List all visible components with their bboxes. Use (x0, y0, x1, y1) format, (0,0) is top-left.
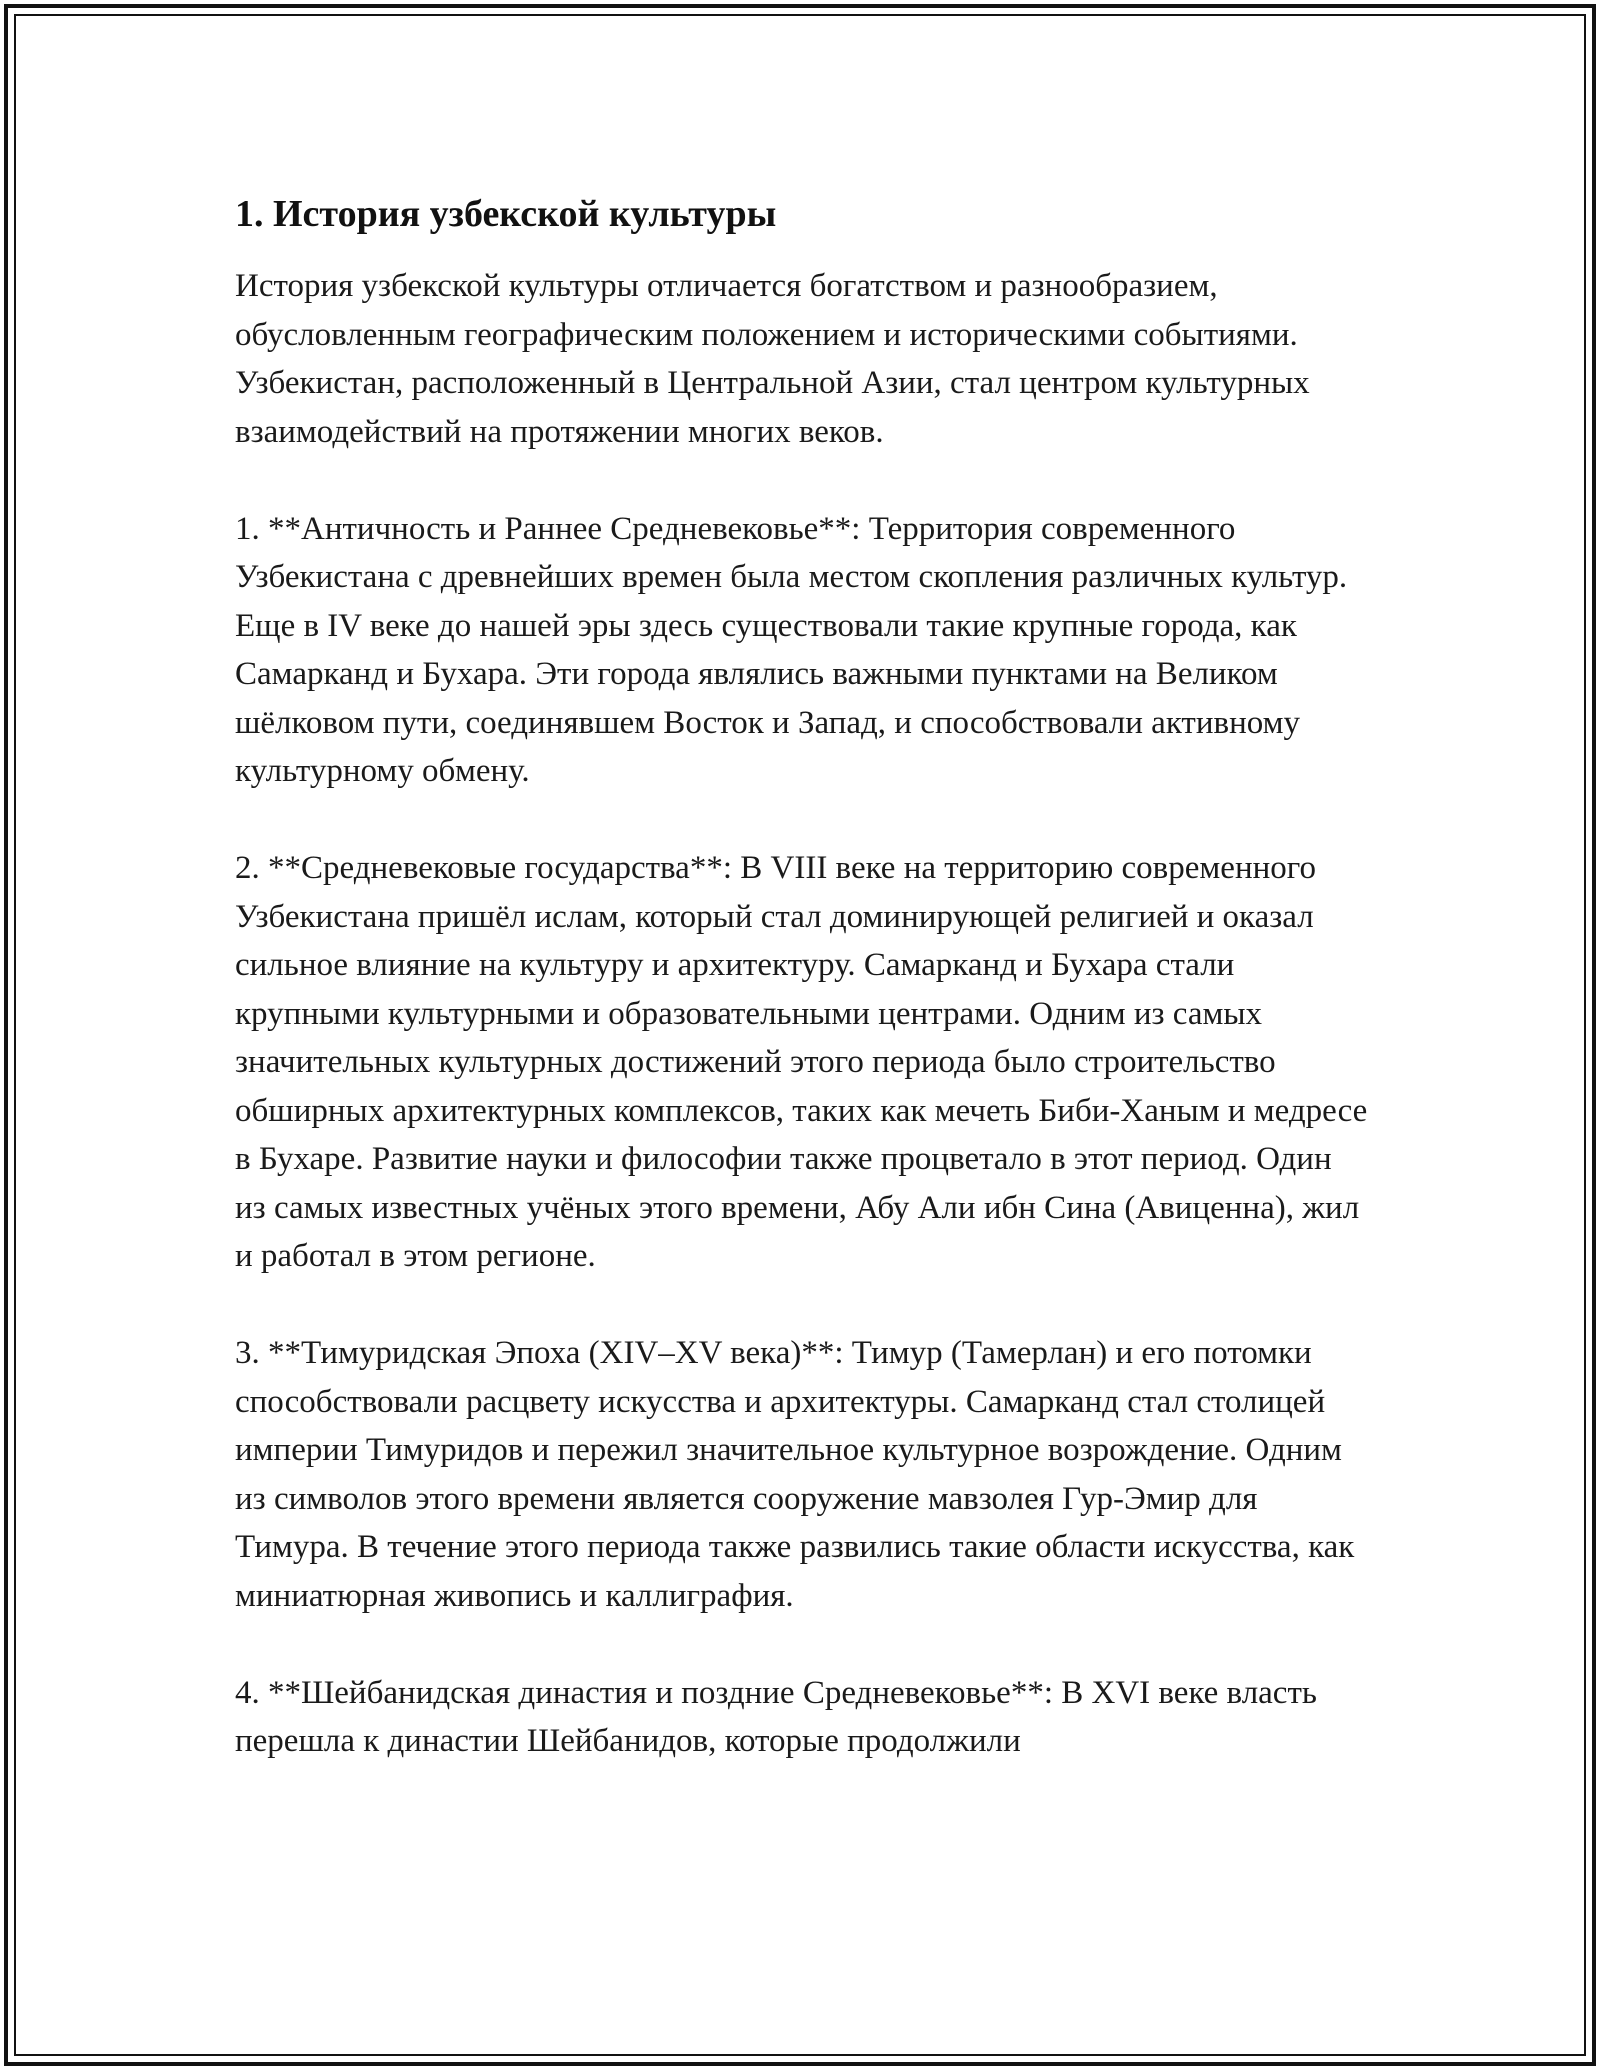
section-heading: 1. История узбекской культуры (235, 193, 777, 235)
intro-paragraph: История узбекской культуры отличается богатством и разнообразием, обусловленным географическим положением и историческими событиями. Узбекистан, расположенный в Центральной Азии, стал центром культурных взаимодействий на протяжении многих веков. (235, 268, 1318, 450)
paragraph-medieval-states: 2. **Средневековые государства**: В VIII веке на территорию современного Узбекистана пришёл ислам, который стал доминирующей религией и оказал сильное влияние на культуру и архитектуру. Самарканд и Бухара стали крупными культурными и образовательными центрами. Одним из самых значительных культурных достижений этого периода было строительство обширных архитектурных комплексов, таких как мечеть Биби-Ханым и медресе в Бухаре. Развитие науки и философии также процветало в этот период. Один из самых известных учёных этого времени, Абу Али ибн Сина (Авиценна), жил и работал в этом регионе. (235, 850, 1376, 1274)
paragraph-antiquity: 1. **Античность и Раннее Средневековье**: Территория современного Узбекистана с древнейших времен была местом скопления различных культур. Еще в IV веке до нашей эры здесь существовали такие крупные города, как Самарканд и Бухара. Эти города являлись важными пунктами на Великом шёлковом пути, соединявшем Восток и Запад, и способствовали активному культурному обмену. (235, 510, 1356, 789)
document-body (235, 182, 1376, 1766)
paragraph-shaybanid-dynasty: 4. **Шейбанидская династия и поздние Средневековье**: В XVI веке власть перешла к династии Шейбанидов, которые продолжили (235, 1674, 1326, 1759)
paragraph-timurid-era: 3. **Тимуридская Эпоха (XIV–XV века)**: Тимур (Тамерлан) и его потомки способствовали расцвету искусства и архитектуры. Самарканд стал столицей империи Тимуридов и пережил значительное культурное возрождение. Одним из символов этого времени является сооружение мавзолея Гур-Эмир для Тимура. В течение этого периода также развились такие области искусства, как миниатюрная живопись и каллиграфия. (235, 1335, 1363, 1614)
